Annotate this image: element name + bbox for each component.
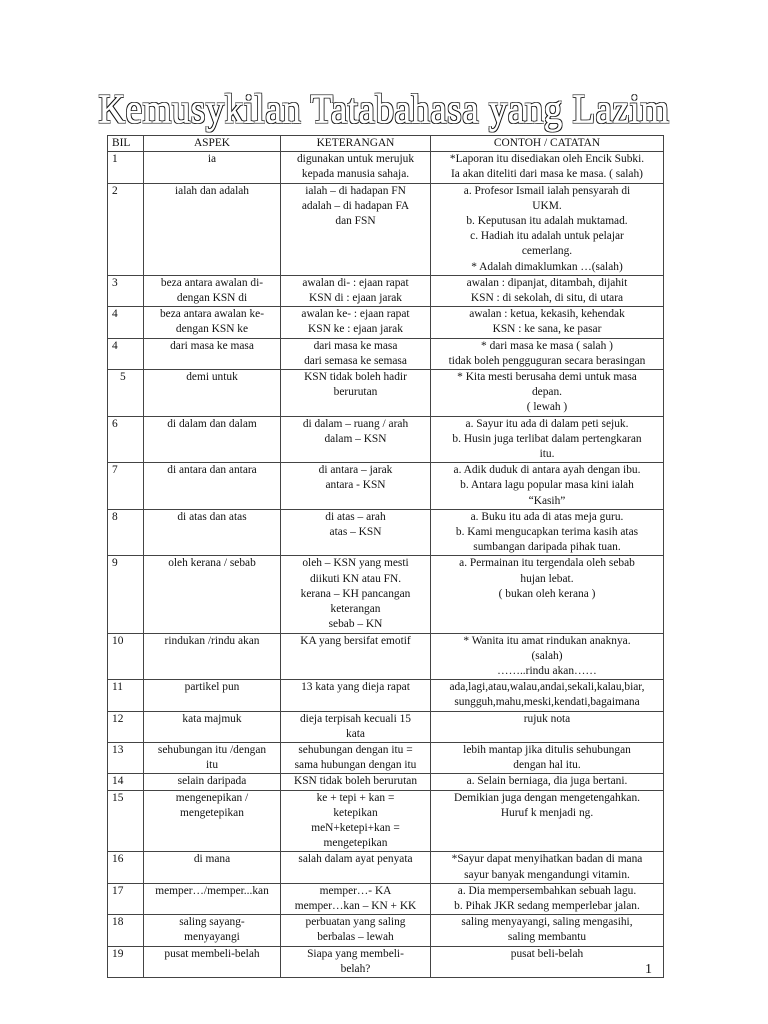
table-row — [108, 742, 664, 773]
row-bil: 10 — [108, 633, 144, 680]
cell-line: adalah – di hadapan FA — [301, 199, 410, 212]
cell-line: a. Buku itu ada di atas meja guru. — [470, 510, 624, 523]
cell-line: dalam – KSN — [324, 432, 387, 445]
page-title: Kemusykilan Tatabahasa yang Lazim — [98, 86, 670, 133]
row-contoh — [431, 509, 664, 556]
row-contoh — [431, 774, 664, 790]
cell-line: ketepikan — [333, 806, 378, 819]
cell-line: awalan : ketua, kekasih, kehendak — [469, 308, 625, 321]
cell-line: sumbangan daripada pihak tuan. — [473, 541, 621, 554]
cell-line: KSN : di sekolah, di situ, di utara — [470, 292, 624, 305]
cell-line: * Adalah dimaklumkan …(salah) — [471, 260, 623, 273]
row-bil: 16 — [108, 852, 144, 883]
row-bil: 8 — [108, 509, 144, 556]
row-aspek — [144, 556, 281, 633]
row-bil: 12 — [108, 711, 144, 742]
cell-line: awalan ke- : ejaan rapat — [301, 308, 410, 321]
cell-line: a. Profesor Ismail ialah pensyarah di — [463, 184, 631, 197]
cell-line: antara - KSN — [325, 479, 386, 492]
table-row — [108, 463, 664, 510]
cell-line: Ia akan diteliti dari masa ke masa. ( salah) — [451, 168, 643, 181]
cell-line: kerana – KH pancangan — [300, 587, 411, 600]
cell-line: ( lewah ) — [526, 401, 568, 414]
cell-line: dengan hal itu. — [513, 759, 581, 772]
cell-line: awalan di- : ejaan rapat — [302, 276, 409, 289]
cell-line: diikuti KN atau FN. — [309, 572, 402, 585]
cell-line: kepada manusia sahaja. — [301, 168, 410, 181]
table-row — [108, 307, 664, 338]
cell-line: saling menyayangi, saling mengasihi, — [461, 916, 633, 929]
row-ket — [281, 790, 431, 852]
row-ket — [281, 338, 431, 369]
cell-line: KSN tidak boleh berurutan — [293, 775, 418, 788]
row-contoh — [431, 680, 664, 711]
cell-line: depan. — [531, 386, 563, 399]
cell-line: digunakan untuk merujuk — [296, 153, 415, 166]
cell-line: berurutan — [333, 386, 378, 399]
cell-line: menyayangi — [184, 931, 240, 944]
cell-line: dari semasa ke semasa — [304, 354, 407, 367]
cell-line: mengetepikan — [180, 806, 244, 819]
cell-line: di atas dan atas — [177, 510, 247, 523]
cell-line: oleh kerana / sebab — [168, 557, 256, 570]
cell-line: dengan KSN ke — [175, 323, 249, 336]
row-aspek — [144, 338, 281, 369]
cell-line: KSN ke : ejaan jarak — [308, 323, 403, 336]
cell-line: rujuk nota — [523, 712, 571, 725]
table-row — [108, 915, 664, 946]
cell-line: ( bukan oleh kerana ) — [498, 587, 596, 600]
table-row — [108, 711, 664, 742]
cell-line: sebab – KN — [328, 618, 383, 631]
row-contoh — [431, 946, 664, 977]
row-aspek — [144, 774, 281, 790]
row-aspek — [144, 711, 281, 742]
header-aspek: ASPEK — [144, 136, 281, 152]
row-bil: 9 — [108, 556, 144, 633]
row-bil: 3 — [108, 275, 144, 306]
row-aspek — [144, 509, 281, 556]
cell-line: * Kita mesti berusaha demi untuk masa — [457, 371, 637, 384]
cell-line: di atas – arah — [325, 510, 386, 523]
row-aspek — [144, 790, 281, 852]
cell-line: di antara dan antara — [167, 464, 257, 477]
row-contoh — [431, 416, 664, 463]
table-row — [108, 416, 664, 463]
table-row — [108, 338, 664, 369]
row-contoh — [431, 852, 664, 883]
cell-line: saling membantu — [507, 931, 587, 944]
row-aspek — [144, 946, 281, 977]
row-aspek — [144, 463, 281, 510]
cell-line: (salah) — [531, 649, 563, 662]
cell-line: mengetepikan — [323, 837, 388, 850]
row-ket — [281, 742, 431, 773]
cell-line: ada,lagi,atau,walau,andai,sekali,kalau,biar, — [449, 681, 645, 694]
row-ket — [281, 852, 431, 883]
row-ket — [281, 152, 431, 183]
table-row — [108, 883, 664, 914]
cell-line: *Sayur dapat menyihatkan badan di mana — [451, 853, 643, 866]
cell-line: keterangan — [330, 603, 381, 616]
row-bil: 19 — [108, 946, 144, 977]
cell-line: sayur banyak mengandungi vitamin. — [464, 868, 630, 881]
cell-line: itu. — [539, 448, 555, 461]
cell-line: * dari masa ke masa ( salah ) — [481, 339, 613, 352]
cell-line: demi untuk — [186, 371, 238, 384]
table-row — [108, 946, 664, 977]
row-ket — [281, 556, 431, 633]
row-aspek — [144, 915, 281, 946]
cell-line: dengan KSN di — [176, 292, 248, 305]
cell-line: dari masa ke masa — [170, 339, 254, 352]
cell-line: a. Permainan itu tergendala oleh sebab — [459, 557, 635, 570]
cell-line: sungguh,mahu,meski,kendati,bagaimana — [454, 696, 640, 709]
cell-line: a. Sayur itu ada di dalam peti sejuk. — [465, 417, 629, 430]
row-bil: 6 — [108, 416, 144, 463]
row-ket — [281, 307, 431, 338]
table-row — [108, 556, 664, 633]
cell-line: UKM. — [532, 199, 562, 212]
cell-line: lebih mantap jika ditulis sehubungan — [463, 743, 631, 756]
cell-line: * Wanita itu amat rindukan anaknya. — [463, 634, 631, 647]
cell-line: memper…kan – KN + KK — [294, 899, 417, 912]
row-ket — [281, 633, 431, 680]
row-contoh — [431, 307, 664, 338]
cell-line: kata — [346, 727, 365, 740]
cell-line: a. Adik duduk di antara ayah dengan ibu. — [453, 464, 641, 477]
row-contoh — [431, 152, 664, 183]
cell-line: KSN tidak boleh hadir — [304, 371, 407, 384]
row-contoh — [431, 742, 664, 773]
cell-line: b. Antara lagu popular masa kini ialah — [460, 479, 634, 492]
cell-line: ia — [207, 153, 217, 166]
cell-line: Siapa yang membeli- — [307, 947, 404, 960]
cell-line: 13 kata yang dieja rapat — [301, 681, 410, 694]
table-row — [108, 852, 664, 883]
row-bil: 4 — [108, 307, 144, 338]
cell-line: dan FSN — [335, 215, 376, 228]
cell-line: mengenepikan / — [175, 791, 249, 804]
cell-line: beza antara awalan ke- — [159, 308, 265, 321]
row-ket — [281, 946, 431, 977]
cell-line: atas – KSN — [329, 526, 382, 539]
cell-line: *Laporan itu disediakan oleh Encik Subki. — [449, 153, 645, 166]
row-bil: 15 — [108, 790, 144, 852]
cell-line: dari masa ke masa — [313, 339, 398, 352]
row-aspek — [144, 275, 281, 306]
page-number: 1 — [645, 962, 652, 977]
row-ket — [281, 370, 431, 417]
row-aspek — [144, 416, 281, 463]
cell-line: di dalam – ruang / arah — [302, 417, 409, 430]
cell-line: oleh – KSN yang mesti — [302, 557, 409, 570]
cell-line: partikel pun — [184, 681, 240, 694]
cell-line: kata majmuk — [182, 712, 242, 725]
table-row — [108, 774, 664, 790]
row-contoh — [431, 633, 664, 680]
row-ket — [281, 275, 431, 306]
cell-line: b. Pihak JKR sedang memperlebar jalan. — [454, 899, 640, 912]
row-ket — [281, 711, 431, 742]
header-contoh: CONTOH / CATATAN — [431, 136, 664, 152]
row-bil: 7 — [108, 463, 144, 510]
cell-line: hujan lebat. — [520, 572, 574, 585]
row-contoh — [431, 463, 664, 510]
cell-line: beza antara awalan di- — [160, 276, 264, 289]
cell-line: tidak boleh pengguguran secara berasingan — [448, 354, 646, 367]
row-bil: 18 — [108, 915, 144, 946]
table-row — [108, 275, 664, 306]
cell-line: salah dalam ayat penyata — [298, 853, 413, 866]
cell-line: sama hubungan dengan itu — [294, 759, 417, 772]
cell-line: b. Husin juga terlibat dalam pertengkaran — [452, 432, 642, 445]
table-row — [108, 152, 664, 183]
row-bil: 11 — [108, 680, 144, 711]
cell-line: b. Kami mengucapkan terima kasih atas — [455, 526, 639, 539]
cell-line: rindukan /rindu akan — [164, 634, 260, 647]
cell-line: belah? — [340, 962, 371, 975]
cell-line: di antara – jarak — [318, 464, 393, 477]
cell-line: ke + tepi + kan = — [316, 791, 395, 804]
cell-line: Demikian juga dengan mengetengahkan. — [454, 791, 640, 804]
table-row — [108, 370, 664, 417]
cell-line: berbalas – lewah — [317, 931, 394, 944]
cell-line: a. Dia mempersembahkan sebuah lagu. — [457, 884, 637, 897]
row-ket — [281, 680, 431, 711]
cell-line: “Kasih” — [528, 494, 566, 507]
table-row — [108, 790, 664, 852]
cell-line: dieja terpisah kecuali 15 — [299, 712, 411, 725]
table-header-row — [108, 136, 664, 152]
row-contoh — [431, 183, 664, 275]
row-contoh — [431, 883, 664, 914]
table-row — [108, 509, 664, 556]
row-contoh — [431, 370, 664, 417]
cell-line: pusat membeli-belah — [164, 947, 260, 960]
row-bil: 13 — [108, 742, 144, 773]
row-aspek — [144, 152, 281, 183]
row-contoh — [431, 275, 664, 306]
row-bil: 5 — [108, 370, 144, 417]
cell-line: a. Selain berniaga, dia juga bertani. — [466, 775, 628, 788]
row-aspek — [144, 633, 281, 680]
row-contoh — [431, 338, 664, 369]
cell-line: memper…/memper...kan — [155, 884, 269, 897]
row-bil: 2 — [108, 183, 144, 275]
cell-line: ……..rindu akan…… — [497, 664, 597, 677]
row-contoh — [431, 915, 664, 946]
row-contoh — [431, 556, 664, 633]
cell-line: pusat beli-belah — [510, 947, 584, 960]
cell-line: memper…- KA — [319, 884, 392, 897]
row-bil: 14 — [108, 774, 144, 790]
header-bil: BIL — [108, 136, 144, 152]
row-bil: 4 — [108, 338, 144, 369]
row-ket — [281, 915, 431, 946]
cell-line: b. Keputusan itu adalah muktamad. — [466, 215, 628, 228]
cell-line: Huruf k menjadi ng. — [500, 806, 594, 819]
row-ket — [281, 774, 431, 790]
cell-line: di dalam dan dalam — [167, 417, 257, 430]
row-aspek — [144, 883, 281, 914]
row-aspek — [144, 307, 281, 338]
row-ket — [281, 463, 431, 510]
table-row — [108, 633, 664, 680]
row-ket — [281, 509, 431, 556]
row-bil: 17 — [108, 883, 144, 914]
cell-line: itu — [205, 759, 219, 772]
row-aspek — [144, 183, 281, 275]
table-row — [108, 680, 664, 711]
row-aspek — [144, 742, 281, 773]
table-row — [108, 183, 664, 275]
cell-line: sehubungan dengan itu = — [298, 743, 413, 756]
row-aspek — [144, 680, 281, 711]
row-bil: 1 — [108, 152, 144, 183]
cell-line: awalan : dipanjat, ditambah, dijahit — [466, 276, 628, 289]
cell-line: cemerlang. — [521, 245, 573, 258]
row-contoh — [431, 790, 664, 852]
cell-line: ialah – di hadapan FN — [305, 184, 406, 197]
cell-line: di mana — [193, 853, 231, 866]
grammar-table — [107, 135, 664, 978]
cell-line: selain daripada — [177, 775, 247, 788]
header-keterangan: KETERANGAN — [281, 136, 431, 152]
cell-line: KSN : ke sana, ke pasar — [492, 323, 602, 336]
row-ket — [281, 883, 431, 914]
cell-line: c. Hadiah itu adalah untuk pelajar — [470, 230, 624, 243]
cell-line: KSN di : ejaan jarak — [309, 292, 402, 305]
cell-line: KA yang bersifat emotif — [300, 634, 411, 647]
row-ket — [281, 416, 431, 463]
row-ket — [281, 183, 431, 275]
row-aspek — [144, 370, 281, 417]
cell-line: ialah dan adalah — [174, 184, 249, 197]
row-contoh — [431, 711, 664, 742]
cell-line: saling sayang- — [179, 916, 245, 929]
row-aspek — [144, 852, 281, 883]
cell-line: sehubungan itu /dengan — [157, 743, 267, 756]
cell-line: meN+ketepi+kan = — [311, 821, 400, 834]
cell-line: perbuatan yang saling — [305, 916, 406, 929]
